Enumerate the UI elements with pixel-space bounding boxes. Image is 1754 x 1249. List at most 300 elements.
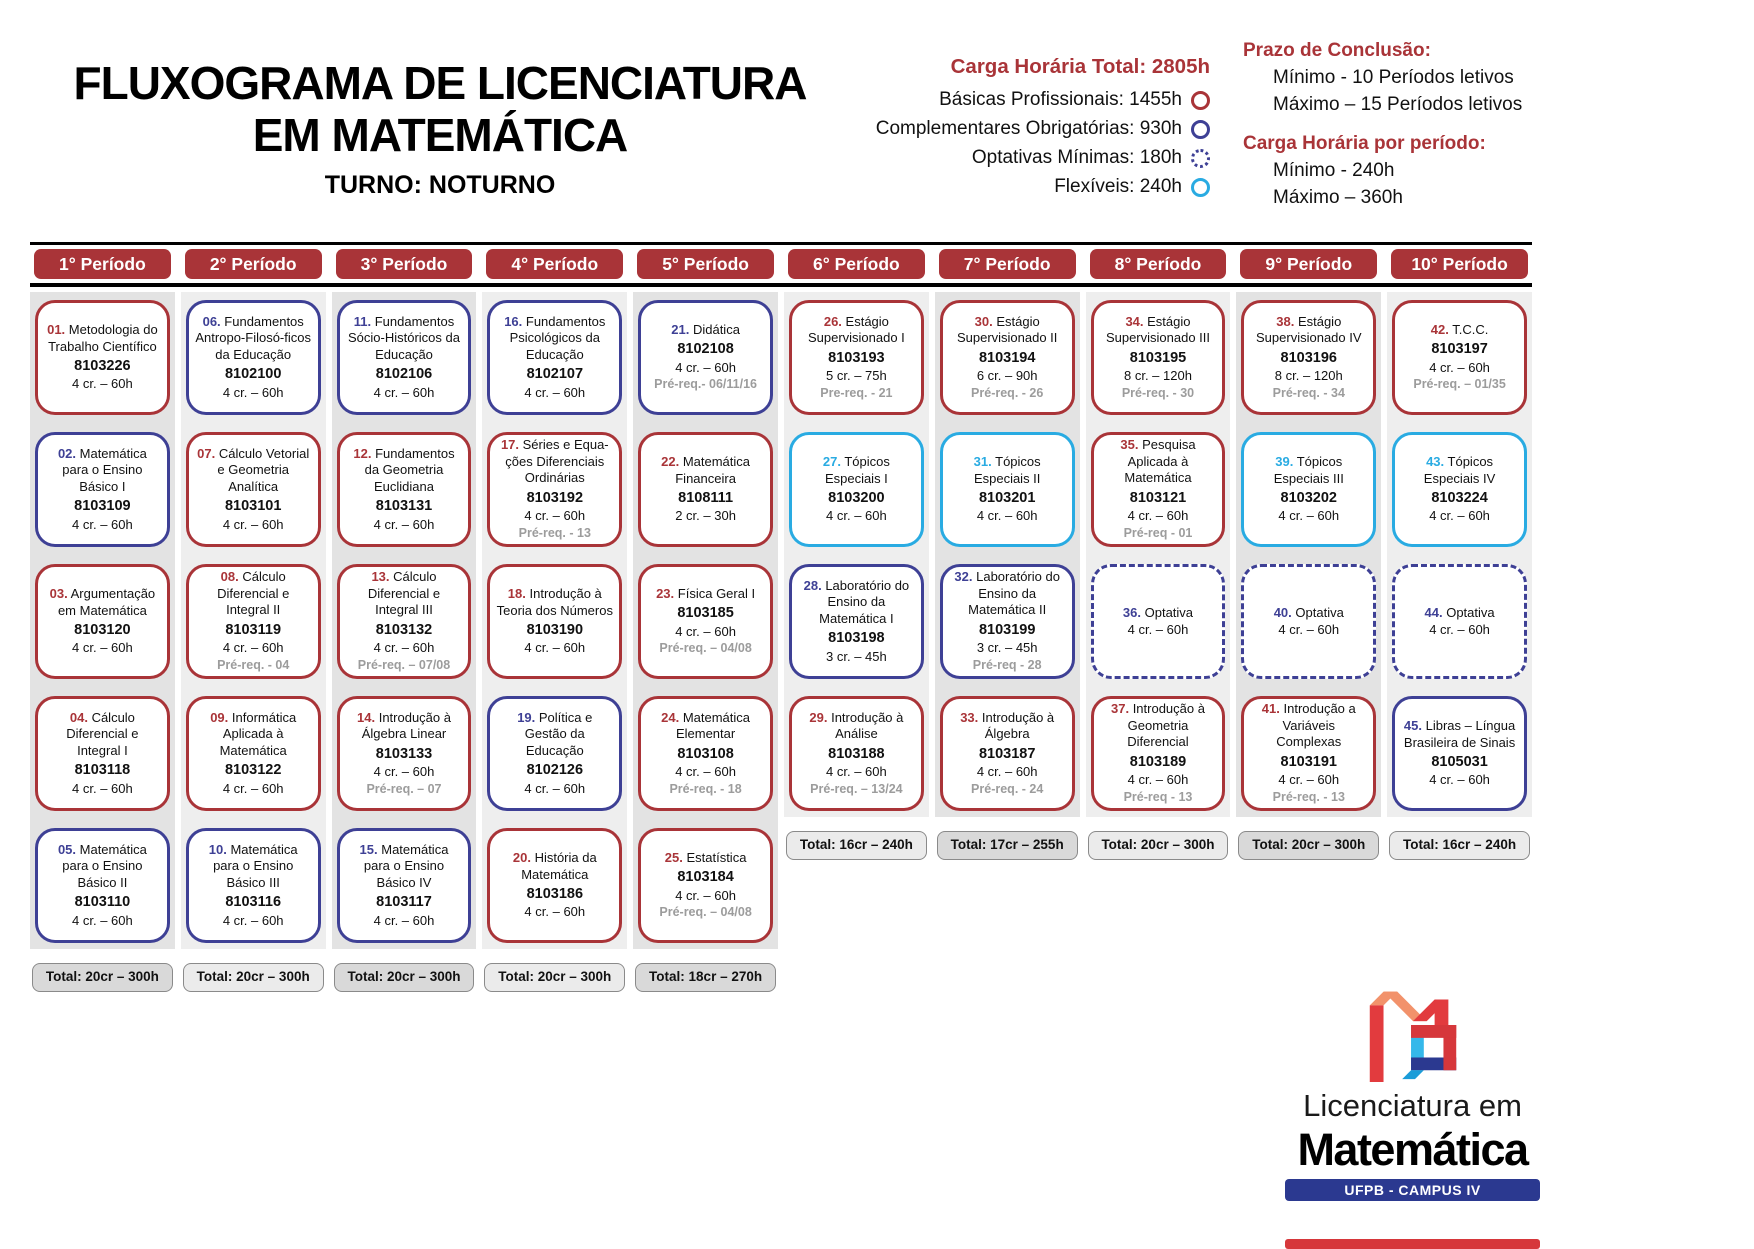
period-body [1236,292,1381,817]
course-name: Tópicos Especiais IV [1423,454,1496,486]
course-code: 8103131 [375,498,433,515]
course-code: 8103190 [526,622,584,639]
course-number: 01. [47,322,66,338]
course-number: 38. [1276,313,1295,329]
prazo-line: Mínimo - 10 Períodos letivos [1273,67,1514,88]
course-card [337,828,472,943]
course-title [346,710,463,743]
course-code: 8103184 [677,869,734,886]
course-code: 8103193 [828,349,885,366]
course-card [1091,300,1226,415]
course-slot [337,300,472,415]
course-credits: 4 cr. – 60h [72,376,133,392]
course-number: 35. [1120,437,1139,453]
course-slot [186,828,321,943]
course-title [949,314,1066,347]
course-number: 20. [512,850,531,866]
course-name: Argumentação em Matemática [57,586,156,618]
course-code: 8103201 [978,490,1036,507]
optativas-dashed-circle-icon [1191,149,1210,168]
course-name: Matemática para o Ensino Básico IV [363,841,449,890]
period-header: 3° Período [336,249,473,279]
course-prereq: Pré-req. - 04 [217,657,290,672]
course-number: 25. [664,849,683,865]
info-panel [1243,40,1543,214]
course-title [496,437,613,487]
course-code: 8102100 [224,366,282,383]
course-title [798,710,915,743]
course-number: 43. [1426,454,1445,470]
course-credits: 4 cr. – 60h [72,516,133,532]
period-total-badge: Total: 20cr – 300h [32,963,173,992]
course-slot [638,696,773,811]
course-slot [35,300,170,415]
course-card [638,828,773,943]
course-title [1431,322,1489,339]
course-credits: 4 cr. – 60h [373,640,435,656]
course-card [186,300,321,415]
title-block [40,58,840,200]
course-title [496,710,613,760]
course-credits: 4 cr. – 60h [524,780,586,796]
course-slot [186,564,321,679]
course-credits: 4 cr. – 60h [1278,772,1340,788]
course-name: Cálculo Vetorial e Geometria Analítica [217,445,310,494]
course-name: Introdução à Álgebra [981,709,1055,742]
course-code: 8103120 [74,622,131,639]
course-credits: 4 cr. – 60h [373,912,435,928]
course-title [44,710,161,760]
course-number: 12. [353,445,372,461]
course-number: 05. [57,841,77,857]
course-slot [35,696,170,811]
course-name: Cálculo Diferencial e Integral III [367,569,441,618]
period-header: 6° Período [788,249,925,279]
course-credits: 4 cr. – 60h [826,764,887,780]
course-slot [1392,432,1527,547]
basicas-circle-icon [1191,91,1210,110]
course-card [186,432,321,547]
course-prereq: Pré-req - 28 [972,657,1042,672]
brand-line2: Matemática [1297,1124,1528,1175]
period-header: 1° Período [34,249,171,279]
course-title [346,314,463,364]
course-slot [337,828,472,943]
curriculum-grid [30,242,1532,992]
course-credits: 4 cr. – 60h [373,516,435,532]
course-slot [638,564,773,679]
course-card [337,432,472,547]
course-title [195,842,312,892]
course-code: 8103109 [74,498,131,515]
course-slot [186,432,321,547]
course-slot [487,300,622,415]
course-number: 30. [974,313,993,329]
course-credits: 4 cr. – 60h [222,384,284,400]
course-credits: 4 cr. – 60h [1278,622,1340,637]
course-name: T.C.C. [1452,321,1489,337]
course-card [940,300,1075,415]
course-name: Tópicos Especiais II [973,454,1041,486]
course-card [487,696,622,811]
course-prereq: Pré-req. - 18 [669,781,742,796]
course-slot [789,564,924,679]
course-card [1392,696,1527,811]
course-slot [487,432,622,547]
prazo-title: Prazo de Conclusão: [1243,40,1431,61]
course-code: 8103119 [225,621,282,638]
course-name: Política e Gestão da Educação [524,709,593,758]
period-body [784,292,929,817]
prazo-line: Máximo – 15 Períodos letivos [1273,94,1523,115]
course-credits: 4 cr. – 60h [373,764,435,780]
course-title [1250,454,1367,487]
period-column [482,242,627,992]
period-column [1387,242,1532,992]
course-name: Estatística [686,849,747,865]
course-number: 26. [823,313,842,329]
course-prereq: Pré-req. - 13 [1272,789,1345,804]
course-name: Fundamentos Psicológicos da Educação [509,313,606,362]
course-credits: 4 cr. – 60h [1429,359,1490,375]
course-card [186,696,321,811]
course-code: 8103117 [376,894,432,911]
course-name: Matemática para o Ensino Básico III [213,841,298,890]
course-card [789,300,924,415]
course-name: Optativa [1446,604,1495,620]
period-total-badge: Total: 16cr – 240h [1389,831,1530,860]
course-name: Matemática Financeira [675,454,751,486]
course-slot [35,828,170,943]
course-slot [940,300,1075,415]
course-number: 29. [809,709,828,725]
course-card [940,432,1075,547]
course-slot [638,432,773,547]
course-credits: 3 cr. – 45h [826,648,887,664]
course-code: 8103189 [1129,753,1187,770]
course-number: 09. [210,709,229,725]
course-slot [1091,300,1226,415]
course-card [487,432,622,547]
period-header: 5° Período [637,249,774,279]
course-credits: 4 cr. – 60h [222,516,284,532]
course-credits: 4 cr. – 60h [524,384,586,400]
period-column [784,242,929,992]
course-code: 8103197 [1431,341,1488,358]
course-name: Introdução à Teoria dos Números [496,586,613,618]
course-title [798,314,915,347]
course-name: Optativa [1295,604,1344,620]
course-credits: 4 cr. – 60h [675,359,736,375]
brand-block [1285,972,1540,1249]
course-prereq: Pré-req. – 13/24 [810,781,903,796]
legend [850,55,1210,205]
course-credits: 4 cr. – 60h [826,508,887,524]
course-credits: 4 cr. – 60h [524,640,586,656]
course-title [195,446,312,496]
course-code: 8103110 [74,894,131,911]
course-card [638,300,773,415]
period-column [1236,242,1381,992]
course-prereq: Pré-req. – 01/35 [1413,377,1506,392]
course-number: 06. [202,313,221,329]
course-prereq: Pré-req. – 07 [366,781,442,796]
course-card [35,696,170,811]
course-name: Fundamentos Sócio-Históricos da Educação [347,313,460,362]
course-number: 36. [1122,604,1141,620]
course-code: 8103224 [1431,490,1488,507]
course-code: 8103121 [1129,489,1187,506]
course-prereq: Pré-req. - 26 [971,385,1044,400]
course-prereq: Pré-req. - 24 [971,781,1044,796]
course-number: 33. [960,709,979,725]
course-number: 34. [1125,313,1144,329]
course-slot [1241,432,1376,547]
course-card [1091,432,1226,547]
course-number: 13. [371,569,390,585]
course-number: 19. [517,709,536,725]
course-name: Cálculo Diferencial e Integral II [217,569,290,618]
course-title [949,569,1066,619]
course-name: Introdução a Variáveis Complexas [1276,701,1356,750]
course-title [44,842,161,892]
course-slot [789,432,924,547]
course-name: Tópicos Especiais III [1273,454,1344,486]
course-credits: 3 cr. – 45h [976,640,1038,656]
legend-item [850,176,1210,198]
course-name: Informática Aplicada à Matemática [219,709,297,758]
course-title [195,314,312,364]
legend-item-label: Optativas Mínimas: 180h [971,147,1182,168]
course-code: 8103192 [526,489,584,506]
course-code: 8103194 [978,349,1036,366]
course-code: 8103226 [74,358,131,375]
course-name: Estágio Supervisionado IV [1256,313,1362,346]
course-slot [337,564,472,679]
course-slot [35,432,170,547]
course-name: Matemática para o Ensino Básico II [62,841,147,890]
course-name: Introdução à Geometria Diferencial [1127,701,1205,750]
course-title [44,322,161,355]
course-title [1425,605,1495,622]
course-card [638,696,773,811]
period-body [1086,292,1231,817]
course-number: 42. [1430,321,1449,337]
course-number: 15. [359,841,378,857]
course-code: 8103122 [224,762,282,779]
course-prereq: Pré-req. – 04/08 [659,905,752,920]
course-name: Fundamentos da Geometria Euclidiana [364,445,455,494]
course-slot [1091,696,1226,811]
course-code: 8102108 [677,341,734,358]
course-title [496,586,613,619]
course-code: 8103188 [828,745,885,762]
course-prereq: Pré-req - 01 [1123,525,1193,540]
course-slot [186,696,321,811]
course-slot [789,696,924,811]
legend-item-label: Flexíveis: 240h [1054,176,1182,197]
legend-item [850,118,1210,140]
course-code: 8103196 [1280,349,1337,366]
course-card [1392,300,1527,415]
course-number: 22. [661,454,680,470]
course-name: Fundamentos Antropo-Filosó-ficos da Educação [195,313,311,362]
course-credits: 8 cr. – 120h [1274,368,1343,384]
course-number: 16. [504,313,523,329]
course-slot [1091,564,1226,679]
course-number: 11. [353,313,372,329]
course-title [1401,718,1518,751]
period-total-badge: Total: 16cr – 240h [786,831,927,860]
course-credits: 4 cr. – 60h [1429,508,1490,524]
course-name: Física Geral I [677,585,756,601]
course-credits: 4 cr. – 60h [675,887,736,903]
course-title [195,710,312,760]
course-slot [186,300,321,415]
period-column [30,242,175,992]
course-card [940,696,1075,811]
course-card [1241,300,1376,415]
carga-line: Máximo – 360h [1273,187,1403,208]
course-name: Tópicos Especiais I [824,454,890,486]
course-name: Introdução à Análise [831,709,904,742]
course-title [346,569,463,619]
period-body [633,292,778,949]
period-total-badge: Total: 20cr – 300h [334,963,475,992]
course-credits: 4 cr. – 60h [976,764,1038,780]
course-slot [940,696,1075,811]
course-number: 04. [69,709,88,725]
period-body [332,292,477,949]
course-title [346,446,463,496]
course-slot [638,300,773,415]
course-card [638,564,773,679]
course-card [487,564,622,679]
period-body [482,292,627,949]
course-code: 8103202 [1280,490,1337,507]
page-title: FLUXOGRAMA DE LICENCIATURA EM MATEMÁTICA [73,57,807,161]
course-number: 17. [500,437,520,453]
course-code: 8103108 [677,745,734,762]
period-header: 2° Período [185,249,322,279]
course-prereq: Pré-req - 13 [1123,789,1193,804]
course-card [35,564,170,679]
course-code: 8103118 [74,762,131,779]
course-number: 02. [57,445,77,461]
course-prereq: Pré-req. - 13 [518,525,591,540]
course-card [35,432,170,547]
period-total-badge: Total: 20cr – 300h [183,963,324,992]
course-card [35,300,170,415]
course-number: 40. [1273,604,1292,620]
course-number: 44. [1424,604,1443,620]
period-column [935,242,1080,992]
course-code: 8108111 [678,490,734,507]
course-title [949,710,1066,743]
course-card [1091,696,1226,811]
course-credits: 2 cr. – 30h [675,508,736,524]
course-title [949,454,1066,487]
course-number: 21. [671,321,690,337]
period-total-badge: Total: 18cr – 270h [635,963,776,992]
course-name: Pesquisa Aplicada à Matemática [1124,437,1196,486]
course-title [647,454,764,487]
course-title [671,322,740,339]
course-credits: 4 cr. – 60h [222,780,284,796]
course-number: 24. [661,709,680,725]
course-number: 23. [656,585,675,601]
page-subtitle: TURNO: NOTURNO [324,171,556,200]
course-code: 8105031 [1431,754,1488,771]
legend-item [850,89,1210,111]
period-header: 10° Período [1391,249,1528,279]
course-slot [638,828,773,943]
course-slot [1392,300,1527,415]
period-total-badge: Total: 17cr – 255h [937,831,1078,860]
course-card [337,564,472,679]
course-credits: 4 cr. – 60h [675,623,736,639]
course-slot [1392,696,1527,811]
period-header: 8° Período [1090,249,1227,279]
period-column [1086,242,1231,992]
course-card [1241,564,1376,679]
course-prereq: Pre-req. - 21 [820,385,893,400]
course-code: 8102126 [526,762,584,779]
course-card [186,564,321,679]
brand-line1: Licenciatura em [1303,1088,1522,1123]
course-credits: 4 cr. – 60h [675,764,736,780]
course-code: 8103101 [224,498,282,515]
period-column [332,242,477,992]
course-title [1123,605,1193,622]
legend-total: Carga Horária Total: 2805h [950,55,1210,78]
course-card [337,300,472,415]
course-credits: 4 cr. – 60h [524,904,586,920]
course-title [1250,314,1367,347]
legend-item-label: Básicas Profissionais: 1455h [939,89,1182,110]
course-credits: 4 cr. – 60h [1429,622,1490,637]
course-card [789,432,924,547]
course-name: Didática [692,321,740,337]
course-name: Introdução à Álgebra Linear [361,709,451,742]
period-header: 7° Período [939,249,1076,279]
course-credits: 4 cr. – 60h [72,912,133,928]
flexiveis-circle-icon [1191,178,1210,197]
course-credits: 4 cr. – 60h [1429,772,1490,788]
period-column [633,242,778,992]
course-slot [487,696,622,811]
course-card [1241,432,1376,547]
course-slot [1392,564,1527,679]
brand-campus-bar: UFPB - CAMPUS IV [1285,1179,1540,1201]
course-name: Laboratório do Ensino da Matemática I [819,577,910,626]
course-slot [1091,432,1226,547]
course-name: Matemática Elementar [675,709,751,742]
course-name: Optativa [1144,604,1194,620]
course-title [1100,701,1217,751]
course-code: 8103195 [1129,349,1187,366]
course-slot [337,432,472,547]
course-code: 8103185 [677,605,734,622]
course-credits: 4 cr. – 60h [222,640,284,656]
course-name: Laboratório do Ensino da Matemática II [968,569,1060,618]
course-title [195,569,312,619]
course-number: 18. [507,586,526,602]
course-code: 8103191 [1280,753,1337,770]
course-credits: 4 cr. – 60h [524,508,586,524]
course-card [940,564,1075,679]
carga-line: Mínimo - 240h [1273,160,1395,181]
